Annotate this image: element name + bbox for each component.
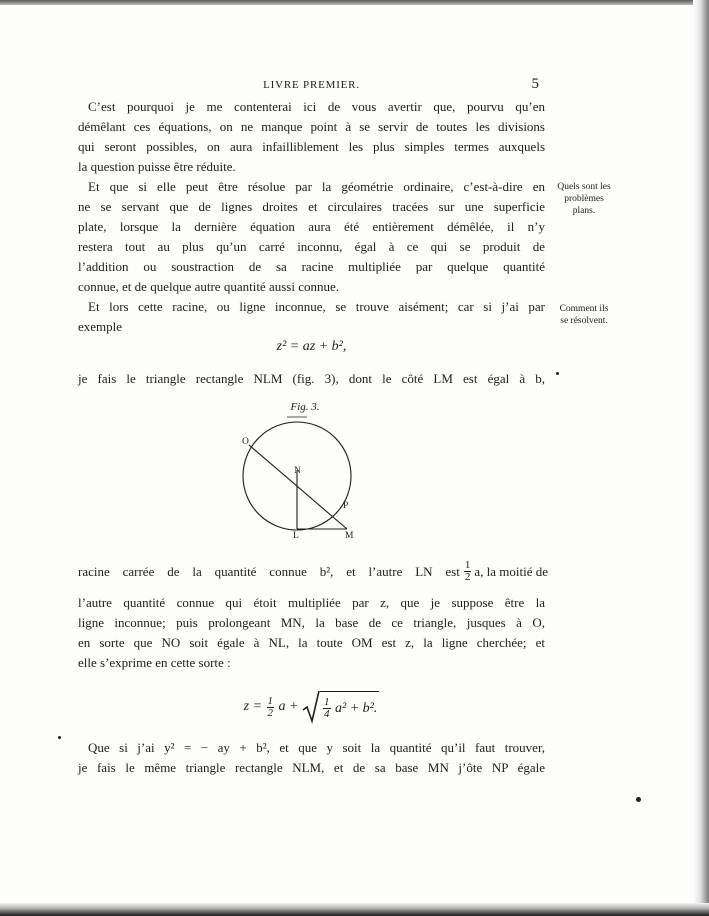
- text-line: plate, lorsque la dernière équation aura été entièrement démêlée, il n’y: [78, 219, 545, 234]
- figure-caption: Fig. 3.: [290, 401, 320, 413]
- text-line: Que si j’ai y² = − ay + b², et que y soit la quantité qu’il faut trouver,: [88, 740, 545, 755]
- inline-fraction: [464, 560, 472, 583]
- text-line: Et lors cette racine, ou ligne inconnue, se trouve aisément; car si j’ai par: [88, 299, 545, 314]
- fraction-denominator: 2: [464, 571, 471, 583]
- radicand-fraction: [323, 697, 331, 720]
- margin-note-1: [548, 181, 620, 217]
- label-P: P: [343, 501, 349, 511]
- margin-note-line: problèmes: [564, 194, 604, 204]
- label-O: O: [242, 437, 249, 447]
- text-line: l’autre quantité connue qui étoit multipliée par z, que je suppose être la: [78, 595, 545, 610]
- text-line: je fais le triangle rectangle NLM (fig. 3), dont le côté LM est égal à b,: [78, 371, 545, 386]
- label-N: N: [294, 466, 301, 476]
- scan-speck: [58, 736, 61, 739]
- text-line: l’addition ou soustraction de sa racine multipliée par quelque quantité: [78, 259, 545, 274]
- text-line-with-fraction: [78, 560, 548, 583]
- scan-speck: [556, 372, 559, 375]
- square-root: [302, 690, 379, 724]
- text-line: ligne inconnue; puis prolongeant MN, la base de ce triangle, jusques à O,: [78, 615, 545, 630]
- figure-3-diagram: [235, 412, 355, 538]
- text-line: qui seront possibles, on aura infailliblement les plus simples termes auxquels: [78, 139, 545, 154]
- text-line: ne se servant que de lignes droites et circulaires tracées sur une superficie: [78, 199, 545, 214]
- text-line: en sorte que NO soit égale à NL, la toute OM est z, la ligne cherchée; et: [78, 635, 545, 650]
- text-span: a, la moitié de: [474, 563, 548, 579]
- text-span: racine carrée de la quantité connue b², et l’autre LN est: [78, 563, 460, 579]
- eq2-fraction: [267, 696, 275, 719]
- radical-sign-icon: [302, 690, 320, 724]
- margin-note-line: Quels sont les: [557, 182, 611, 192]
- text-line: C’est pourquoi je me contenterai ici de vous avertir que, pourvu qu’en: [88, 99, 545, 114]
- scan-edge-bottom: [0, 903, 709, 916]
- scan-edge-right: [693, 0, 709, 916]
- text-line: je fais le même triangle rectangle NLM, et de sa base MN j’ôte NP égale: [78, 760, 545, 775]
- margin-note-2: [548, 303, 620, 327]
- text-line: elle s’exprime en cette sorte :: [78, 655, 231, 670]
- text-line: la question puisse être réduite.: [78, 159, 236, 174]
- label-M: M: [345, 531, 354, 538]
- text-line: exemple: [78, 319, 123, 334]
- text-line: connue, et de quelque autre quantité aussi connue.: [78, 279, 339, 294]
- scan-speck: [636, 797, 641, 802]
- line-OM: [249, 445, 347, 529]
- running-head: LIVRE PREMIER.: [263, 79, 360, 91]
- fraction-denominator: 2: [267, 706, 274, 719]
- text-line: restera tout au plus qu’un carré inconnu, égal à ce qui se produit de: [78, 239, 545, 254]
- eq2-lhs: z =: [243, 699, 266, 715]
- radicand-rest: a² + b².: [335, 700, 378, 716]
- text-line: démêlant ces équations, on ne manque point à se servir de toutes les divisions: [78, 119, 545, 134]
- eq2-middle: a +: [278, 699, 302, 715]
- page-number: 5: [531, 76, 539, 92]
- radicand: [320, 691, 379, 724]
- margin-note-line: plans.: [572, 206, 596, 216]
- text-line: Et que si elle peut être résolue par la géométrie ordinaire, c’est-à-dire en: [88, 179, 545, 194]
- fraction-numerator: 1: [267, 694, 274, 707]
- page-header: [78, 76, 545, 97]
- scan-edge-top: [0, 0, 709, 5]
- fraction-numerator: 1: [464, 559, 471, 571]
- fraction-denominator: 4: [324, 707, 330, 720]
- equation-2: [78, 690, 545, 724]
- margin-note-line: se résolvent.: [560, 316, 608, 326]
- margin-note-line: Comment ils: [559, 304, 609, 314]
- equation-1: z² = az + b²,: [276, 339, 347, 354]
- fraction-numerator: 1: [324, 695, 330, 708]
- label-L: L: [293, 531, 299, 538]
